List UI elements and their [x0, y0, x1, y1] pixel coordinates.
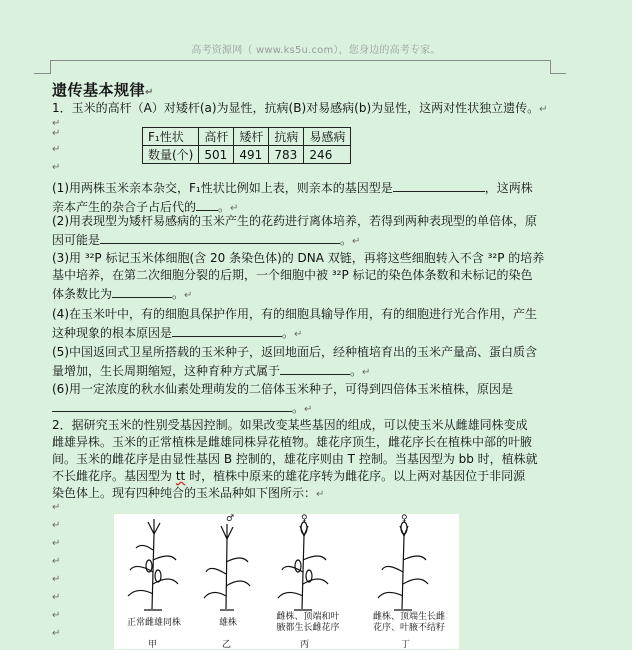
crop-mark-right-h [550, 73, 566, 74]
table-cell: 数量(个) [143, 146, 199, 164]
plant-yi-drawing [204, 524, 250, 610]
text-run: 这种现象的根本原因是 [52, 326, 173, 340]
text-run: 时，植株中原来的雄花序转为雌花序。以上两对基因位于非同源 [185, 469, 526, 483]
doc-title [52, 79, 154, 100]
text-run: (5)中国返回式卫星所搭载的玉米种子，返回地面后，经种植培育出的玉米产量高、蛋白质含 [52, 345, 538, 359]
text-run: 2．据研究玉米的性别受基因控制。如果改变某些基因的组成，可以使玉米从雌雄同株变成 [52, 418, 528, 432]
plant-ding-drawing [378, 522, 428, 610]
text-run: 。 [292, 401, 305, 415]
table-cell: 501 [199, 146, 234, 164]
return-mark: ↵ [184, 290, 193, 301]
text-run: (3)用 ³²P 标记玉米体细胞(含 20 条染色体)的 DNA 双链，再将这些细胞转入不含 ³²P 的培养 [52, 251, 545, 265]
return-mark: ↵ [304, 404, 313, 415]
return-mark: ↵ [352, 236, 361, 247]
empty-paragraph: ↵ [52, 574, 61, 585]
sex-symbol-yi: ♂ [226, 514, 235, 524]
text-run: (4)在玉米叶中，有的细胞具保护作用，有的细胞具输导作用，有的细胞进行光合作用，产生 [52, 307, 538, 321]
answer-blank [100, 230, 340, 244]
empty-paragraph: ↵ [52, 592, 61, 603]
caption-line: 腋都生长雌花序 [276, 623, 340, 633]
label-yi: 乙 [222, 640, 232, 650]
return-mark: ↵ [294, 329, 303, 340]
return-mark: ↵ [316, 489, 325, 500]
label-ding: 丁 [401, 640, 411, 650]
q1-part3 [52, 250, 557, 304]
text-run: 间。玉米的雌花序是由显性基因 B 控制的，雄花序则由 T 控制。当基因型为 bb 时，植株就 [52, 452, 538, 466]
empty-paragraph: ↵ [52, 502, 61, 513]
caption-bing [268, 612, 348, 634]
caption-line: 雌株、顶端和叶 [276, 612, 340, 622]
caption-jia: 正常雌雄同株 [126, 618, 181, 628]
text-run: 因可能是 [52, 233, 101, 247]
plant-bing-drawing [278, 522, 328, 610]
text-run: (1)用两株玉米亲本杂交，F₁性状比例如上表，则亲本的基因型是 [52, 181, 393, 195]
empty-paragraph: ↵ [52, 128, 61, 139]
return-mark: ↵ [539, 104, 548, 115]
text-run: 亲本产生的杂合子占后代的 [52, 200, 197, 214]
q1-stem-text: 1．玉米的高杆（A）对矮杆(a)为显性，抗病(B)对易感病(b)为显性，这两对性状独立遗传。 [52, 101, 540, 115]
text-run: 不长雌花序。基因型为 [52, 469, 176, 483]
table-cell: 491 [234, 146, 269, 164]
text-run: ，这两株 [484, 181, 533, 195]
answer-blank [393, 178, 485, 192]
empty-paragraph: ↵ [52, 144, 61, 155]
table-cell: 矮杆 [234, 128, 269, 146]
crop-mark-left [44, 60, 51, 74]
page-header-text: 高考资源网（ www.ks5u.com），您身边的高考专家。 [191, 45, 441, 56]
return-mark: ↵ [230, 203, 239, 214]
q1-part2 [52, 213, 557, 250]
corn-plants-figure [114, 514, 459, 649]
doc-title-text: 遗传基本规律 [52, 81, 146, 99]
empty-paragraph: ↵ [52, 520, 61, 531]
answer-blank [172, 323, 282, 337]
text-run: 。 [340, 233, 353, 247]
plant-jia-drawing [128, 519, 178, 610]
text-run: (6)用一定浓度的秋水仙素处理萌发的二倍体玉米种子，可得到四倍体玉米植株，原因是 [52, 382, 514, 396]
answer-blank [196, 197, 218, 211]
empty-paragraph: ↵ [52, 628, 61, 639]
text-run: 雌雄异株。玉米的正常植株是雌雄同株异花植物。雄花序顶生，雌花序长在植株中部的叶腋 [52, 435, 533, 449]
text-run: 染色体上。现有四种纯合的玉米品种如下图所示： [52, 486, 317, 500]
q1-stem [52, 100, 557, 118]
label-bing: 丙 [300, 640, 310, 650]
trait-table [142, 127, 351, 164]
answer-blank [52, 398, 292, 412]
crop-mark-right [550, 60, 557, 74]
text-run: 。 [350, 364, 363, 378]
crop-mark-left-h [34, 73, 50, 74]
table-cell: 易感病 [304, 128, 351, 146]
text-run: 基中培养，在第二次细胞分裂的后期，一个细胞中被 ³²P 标记的染色体条数和未标记的染色 [52, 268, 533, 282]
text-run: 量增加，生长周期缩短，这种育种方式属于 [52, 364, 281, 378]
table-cell: 抗病 [269, 128, 304, 146]
q1-part6 [52, 381, 557, 418]
q1-part5 [52, 344, 557, 381]
table-header-row [143, 128, 351, 146]
caption-line: 花序、叶腋不结籽 [372, 623, 445, 633]
caption-line: 雌株、顶端生长雌 [372, 612, 445, 622]
return-mark: ↵ [145, 87, 154, 98]
text-run: 体条数比为 [52, 287, 113, 301]
empty-paragraph: ↵ [52, 556, 61, 567]
text-run: 。 [218, 200, 231, 214]
text-run: (2)用表现型为矮杆易感病的玉米产生的花药进行离体培养，若得到两种表现型的单倍体，原 [52, 214, 538, 228]
answer-blank [280, 361, 350, 375]
caption-ding [364, 612, 454, 634]
table-cell: 246 [304, 146, 351, 164]
empty-paragraph: ↵ [52, 538, 61, 549]
text-run: 。 [172, 287, 185, 301]
empty-paragraph: ↵ [52, 118, 61, 129]
header-rule [50, 60, 550, 61]
sex-symbol-bing: ♀ [301, 514, 308, 524]
q2-stem [52, 417, 557, 503]
underlined-term: tt [175, 469, 186, 483]
return-mark: ↵ [362, 367, 371, 378]
table-cell: 783 [269, 146, 304, 164]
q1-part4 [52, 306, 557, 343]
table-cell: 高杆 [199, 128, 234, 146]
label-jia: 甲 [148, 640, 158, 650]
empty-paragraph: ↵ [52, 162, 61, 173]
caption-yi: 雄株 [218, 618, 237, 628]
table-cell: F₁性状 [143, 128, 199, 146]
empty-paragraph: ↵ [52, 610, 61, 621]
text-run: 。 [282, 326, 295, 340]
table-row [143, 146, 351, 164]
answer-blank [112, 284, 172, 298]
q1-part1 [52, 178, 557, 217]
sex-symbol-ding: ♀ [401, 514, 408, 524]
